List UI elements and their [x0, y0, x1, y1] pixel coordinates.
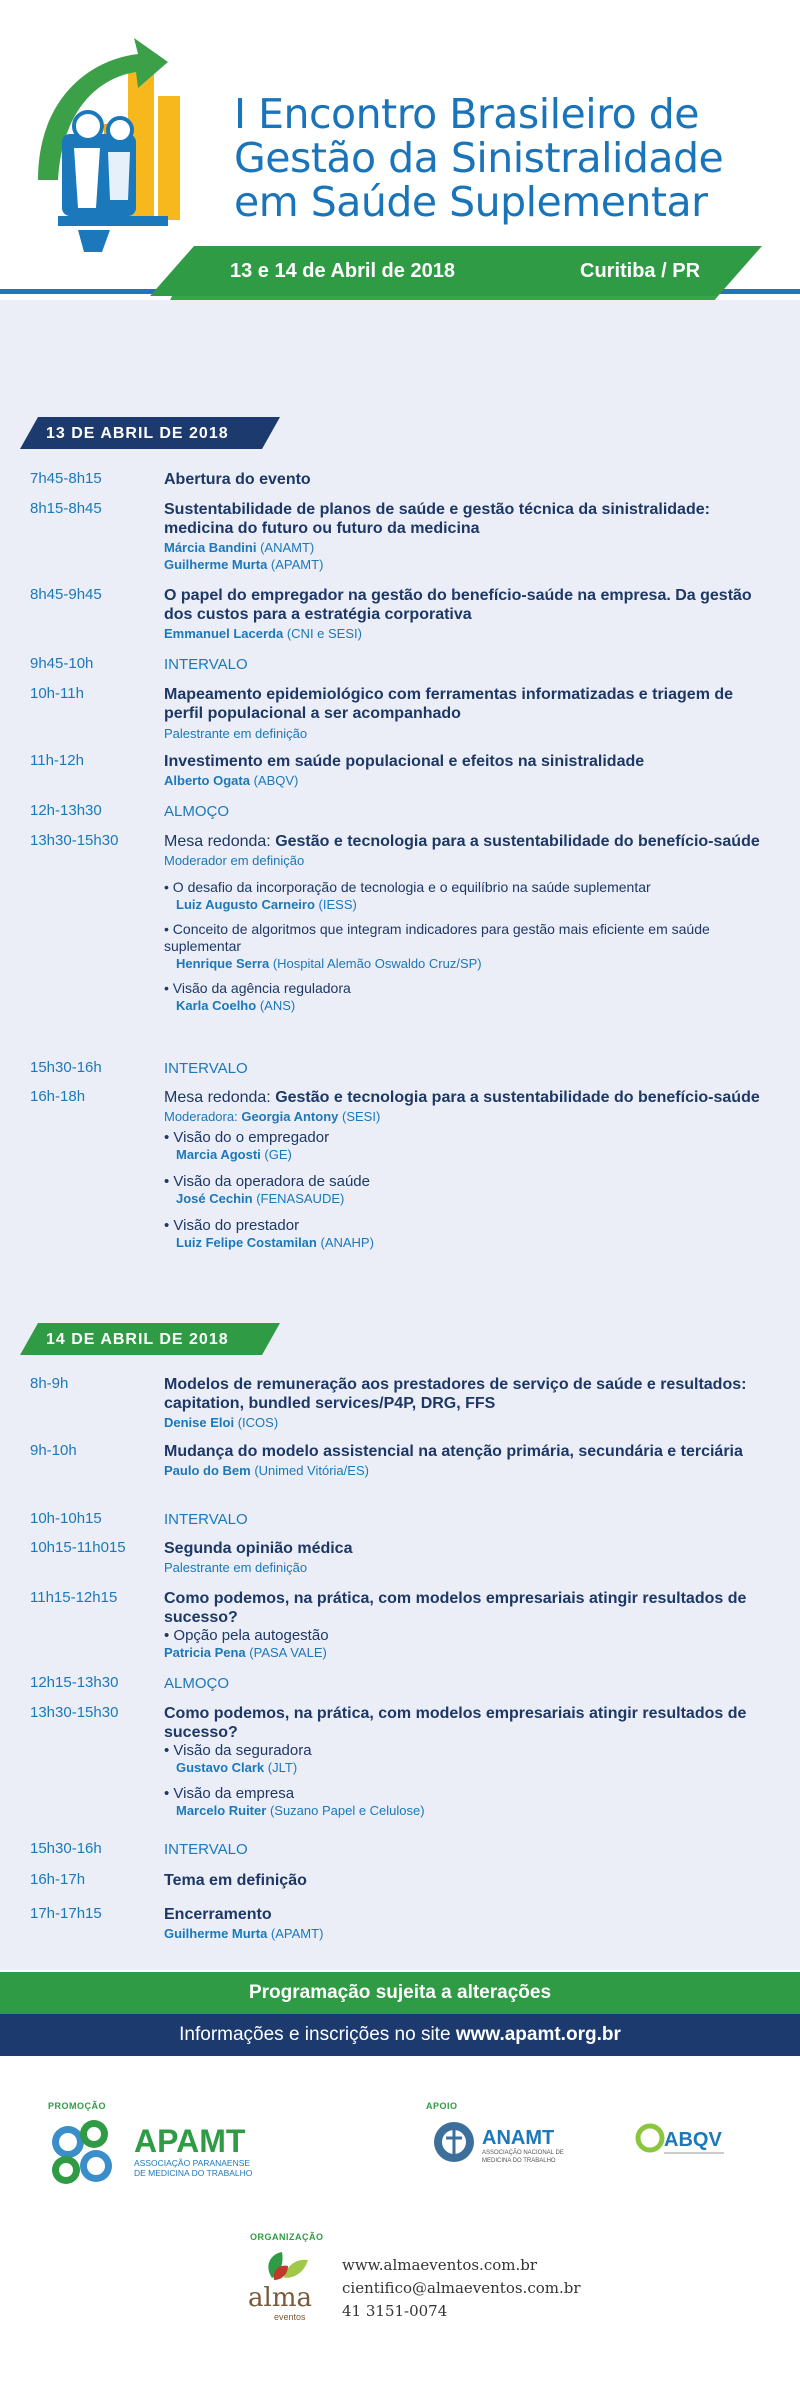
schedule-time: 7h45-8h15 — [30, 470, 102, 487]
speaker-org: (GE) — [264, 1147, 292, 1162]
apoio-label: APOIO — [426, 2101, 458, 2111]
speaker-name: Alberto Ogata — [164, 773, 250, 788]
event-city: Curitiba / PR — [580, 260, 701, 282]
schedule-time: 15h30-16h — [30, 1840, 102, 1857]
speaker-org: (Unimed Vitória/ES) — [254, 1463, 369, 1478]
schedule-time: 11h-12h — [30, 752, 84, 769]
session-title: Segunda opinião médica — [164, 1540, 353, 1557]
abqv-logo-icon — [634, 2118, 734, 2162]
abqv-logo-text: ABQV — [664, 2129, 722, 2151]
speaker-name: Luiz Augusto Carneiro — [176, 897, 315, 912]
schedule-time: 11h15-12h15 — [30, 1589, 118, 1606]
moderator-label: Moderadora: — [164, 1109, 238, 1124]
session-prefix: Mesa redonda: — [164, 833, 271, 850]
break-label: INTERVALO — [164, 1511, 248, 1528]
speaker-name: Luiz Felipe Costamilan — [176, 1235, 317, 1250]
speaker-name: Patricia Pena — [164, 1645, 246, 1660]
speaker-name: Paulo do Bem — [164, 1463, 251, 1478]
panel-item — [164, 1129, 764, 1163]
speaker — [164, 1462, 764, 1479]
session-prefix: Mesa redonda: — [164, 1089, 271, 1106]
apamt-logo-subtext: ASSOCIAÇÃO PARANAENSE — [134, 2158, 251, 2168]
break-label: INTERVALO — [164, 656, 248, 673]
day-label: 14 DE ABRIL DE 2018 — [46, 1331, 229, 1348]
speaker-org: (APAMT) — [270, 557, 324, 572]
panel-item — [164, 1627, 764, 1661]
speaker-org: (ANAHP) — [320, 1235, 374, 1250]
panel-item-text: • Visão da empresa — [164, 1785, 295, 1802]
panel-item-text: • Visão da agência reguladora — [164, 980, 351, 996]
speaker — [164, 556, 764, 573]
session-title: Como podemos, na prática, com modelos empresariais atingir resultados de sucesso? — [164, 1705, 747, 1741]
speaker-name: Gustavo Clark — [176, 1760, 265, 1775]
event-date: 13 e 14 de Abril de 2018 — [230, 260, 455, 282]
sponsors-section — [0, 2056, 800, 2394]
contact-website-link[interactable]: www.almaeventos.com.br — [342, 2256, 538, 2274]
speaker — [164, 625, 764, 642]
schedule-time: 16h-18h — [30, 1088, 86, 1105]
event-title-line: Gestão da Sinistralidade — [234, 134, 724, 182]
panel-item — [164, 980, 764, 1014]
speaker-name: Denise Eloi — [164, 1415, 235, 1430]
speaker-org: (FENASAUDE) — [256, 1191, 345, 1206]
speaker-name: Marcelo Ruiter — [176, 1803, 267, 1818]
notice-text: Programação sujeita a alterações — [248, 1982, 552, 2003]
break-label: ALMOÇO — [164, 1675, 230, 1692]
alma-logo-subtext: eventos — [274, 2312, 306, 2322]
contact-phone: 41 3151-0074 — [342, 2302, 448, 2320]
panel-item — [164, 1785, 764, 1819]
session-title: Abertura do evento — [164, 471, 311, 488]
panel-item-text: • Visão da seguradora — [164, 1742, 312, 1759]
schedule-time: 15h30-16h — [30, 1059, 102, 1076]
speaker-org: (ANS) — [259, 998, 296, 1013]
session-title: Encerramento — [164, 1906, 272, 1923]
panel-item-text: • Visão do prestador — [164, 1217, 300, 1234]
anamt-logo-icon — [432, 2118, 582, 2168]
panel-item — [164, 1173, 764, 1207]
info-band — [0, 2014, 800, 2056]
speaker-org: (ICOS) — [237, 1415, 279, 1430]
alma-logo-text: alma — [248, 2283, 312, 2313]
schedule-time: 16h-17h — [30, 1871, 86, 1888]
session-title: Mudança do modelo assistencial na atenção primária, secundária e terciária — [164, 1443, 743, 1460]
day-banner — [20, 1323, 280, 1355]
schedule-time: 12h15-13h30 — [30, 1674, 119, 1691]
day-label: 13 DE ABRIL DE 2018 — [46, 425, 229, 442]
session-title: Modelos de remuneração aos prestadores de serviço de saúde e resultados: capitation, bundled services/P4P, DRG, FFS — [164, 1376, 747, 1412]
speaker-org: (Hospital Alemão Oswaldo Cruz/SP) — [272, 956, 482, 971]
organizacao-label: ORGANIZAÇÃO — [250, 2232, 324, 2242]
day-banner — [20, 417, 280, 449]
session-title: O papel do empregador na gestão do benefício-saúde na empresa. Da gestão dos custos para a estratégia corporativa — [164, 587, 752, 623]
session-title: Gestão e tecnologia para a sustentabilidade do benefício-saúde — [275, 1089, 760, 1106]
panel-item — [164, 1217, 764, 1251]
panel-item-text: • Visão do o empregador — [164, 1129, 330, 1146]
apamt-logo-icon — [48, 2116, 268, 2186]
panel-item — [164, 1742, 764, 1776]
organizer-contact — [342, 2254, 581, 2323]
session-title: Como podemos, na prática, com modelos empresariais atingir resultados de sucesso? — [164, 1590, 747, 1626]
apamt-logo-subtext: DE MEDICINA DO TRABALHO — [134, 2168, 253, 2178]
contact-email-link[interactable]: cientifico@almaeventos.com.br — [342, 2279, 581, 2297]
schedule-time: 12h-13h30 — [30, 802, 102, 819]
speaker-org: (JLT) — [267, 1760, 298, 1775]
panel-item-text: • Visão da operadora de saúde — [164, 1173, 370, 1190]
speaker-name: Marcia Agosti — [176, 1147, 261, 1162]
speaker-org: (Suzano Papel e Celulose) — [269, 1803, 425, 1818]
speaker — [164, 1925, 764, 1942]
schedule-time: 8h45-9h45 — [30, 586, 102, 603]
notice-band — [0, 1972, 800, 2014]
schedule-time: 13h30-15h30 — [30, 1704, 119, 1721]
moderator-org: (SESI) — [342, 1109, 381, 1124]
panel-item-text: • O desafio da incorporação de tecnologia e o equilíbrio na saúde suplementar — [164, 879, 651, 895]
speaker-name: Márcia Bandini — [164, 540, 257, 555]
schedule-time: 10h-11h — [30, 685, 84, 702]
panel-item-text: • Opção pela autogestão — [164, 1627, 329, 1644]
event-title — [234, 92, 723, 224]
session-note: Palestrante em definição — [164, 726, 308, 741]
speaker-org: (ABQV) — [253, 773, 299, 788]
session-title: Tema em definição — [164, 1872, 307, 1889]
panel-item — [164, 921, 764, 972]
schedule-time: 8h15-8h45 — [30, 500, 102, 517]
program-section — [0, 300, 800, 1970]
speaker-name: Guilherme Murta — [164, 1926, 268, 1941]
speaker-org: (PASA VALE) — [249, 1645, 327, 1660]
event-title-line: em Saúde Suplementar — [234, 178, 708, 226]
moderator-name: Georgia Antony — [241, 1109, 339, 1124]
event-logo-icon — [18, 30, 218, 260]
promocao-label: PROMOÇÃO — [48, 2101, 106, 2111]
moderator — [164, 1108, 764, 1125]
panel-item-text: • Conceito de algoritmos que integram indicadores para gestão mais eficiente em saúde suplementar — [164, 921, 710, 954]
schedule-time: 10h-10h15 — [30, 1510, 102, 1527]
speaker-name: José Cechin — [176, 1191, 253, 1206]
anamt-logo-text: ANAMT — [482, 2127, 555, 2149]
break-label: ALMOÇO — [164, 803, 230, 820]
session-title: Mapeamento epidemiológico com ferramentas informatizadas e triagem de perfil populacional a ser acompanhado — [164, 686, 734, 722]
break-label: INTERVALO — [164, 1841, 248, 1858]
panel-item — [164, 879, 764, 913]
speaker — [164, 539, 764, 556]
session-title: Gestão e tecnologia para a sustentabilidade do benefício-saúde — [275, 833, 760, 850]
schedule-time: 13h30-15h30 — [30, 832, 119, 849]
session-note: Palestrante em definição — [164, 1560, 308, 1575]
schedule-time: 8h-9h — [30, 1375, 69, 1392]
alma-logo-icon — [244, 2248, 324, 2324]
speaker-name: Karla Coelho — [176, 998, 257, 1013]
speaker-org: (IESS) — [318, 897, 357, 912]
info-site-link[interactable]: www.apamt.org.br — [455, 2024, 621, 2045]
speaker-name: Henrique Serra — [176, 956, 270, 971]
speaker-name: Emmanuel Lacerda — [164, 626, 284, 641]
session-title: Sustentabilidade de planos de saúde e gestão técnica da sinistralidade: medicina do futuro ou futuro da medicina — [164, 501, 710, 537]
schedule-time: 17h-17h15 — [30, 1905, 102, 1922]
anamt-logo-subtext: MEDICINA DO TRABALHO — [482, 2158, 556, 2164]
schedule-time: 10h15-11h015 — [30, 1539, 126, 1556]
info-text: Informações e inscrições no site — [179, 2024, 451, 2045]
speaker-org: (ANAMT) — [260, 540, 315, 555]
anamt-logo-subtext: ASSOCIAÇÃO NACIONAL DE — [482, 2150, 564, 2156]
session-note: Moderador em definição — [164, 853, 305, 868]
event-title-line: I Encontro Brasileiro de — [234, 90, 699, 138]
speaker — [164, 772, 764, 789]
speaker-name: Guilherme Murta — [164, 557, 268, 572]
apamt-logo-text: APAMT — [134, 2123, 246, 2159]
speaker-org: (CNI e SESI) — [286, 626, 362, 641]
break-label: INTERVALO — [164, 1060, 248, 1077]
schedule-time: 9h45-10h — [30, 655, 94, 672]
session-title: Investimento em saúde populacional e efeitos na sinistralidade — [164, 753, 645, 770]
schedule-time: 9h-10h — [30, 1442, 77, 1459]
speaker-org: (APAMT) — [270, 1926, 324, 1941]
speaker — [164, 1414, 764, 1431]
